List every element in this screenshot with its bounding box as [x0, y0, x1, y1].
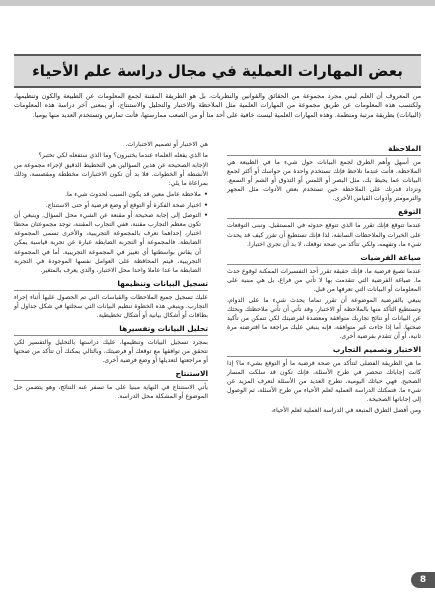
list-item: • ملاحظة عامل معين قد يكون السبب لحدوث شيء ما.: [14, 190, 208, 199]
list-item: • التوصل إلى إجابة صحيحة أو مقنعة عن الشيء محل السؤال. وينبغي أن تكون معظم التجارب مقننة، ففي التجارب المقننة، توجد مجموعتان محطا اختبار، إحداهما تعرف بالمجموعة التجريبية، والأخرى تسمى المجموعة الضابطة. فالمجموعة أو التجربة الضابطة عبارة عن تجربة قياسية يمكن أن يقاس بواسطتها أي تغيير في المجموعة التجريبية. أما في المجموعة التجريبية، فيتم المحافظة على العوامل نفسها الموجودة في التجربة الضابطة ما عدا عاملا واحدا محل الاختبار، والذي يعرف بالمتغير.: [14, 211, 208, 275]
intro-paragraph: من المعروف أن العلم ليس مجرد مجموعة من الحقائق والقوانين والنظريات، بل هو الطريقة المقننة لجمع المعلومات عن الطبيعة والكون وتنظيمها، ولكتسب هذه المعلومات عن طريق مجموعة من المهارات العلمية مثل الملاحظة والاختبار والتحليل والاستنتاج، أو بمعنى آخر دراسة هذه المعلومات (البيانات) بطريقة مرتبة ومنظمة. وهذه المهارات العلمية ليست خافية على أحد منا أو من الصعب ممارستها، فأنت تمارس وتستخدم العديد منها يوميا.: [14, 92, 421, 119]
paragraph: ما هي الطريقة الفضلى لتتأكد من صحة فرضية ما أو التوقع بشيء ما؟ إذا كانت إجاباتك تنحصر في طرح الأسئلة، فإنك تكون قد سلكت المسار الصحيح. فهي حياتك اليومية، تطرح العديد من الأسئلة لتعرف المزيد عن شيء ما. فتمكنك الدراسة العملية لعلم الأحياء من طرح الأسئلة، ثم الوصول إلى إجاباتها الصحيحة.: [227, 360, 421, 404]
section-heading: صياغة الفرضيات: [227, 253, 421, 265]
top-band: [0, 0, 435, 6]
section-heading: الاستنتاج: [14, 369, 208, 381]
paragraph: يأتي الاستنتاج في النهاية مبنيا على ما تسفر عنه النتائج، وهو يتضمن حل الموضوع أو المشكلة محل الدراسة.: [14, 384, 208, 401]
paragraph: عليك تسجيل جميع الملاحظات والقياسات التي تم الحصول عليها أثناء إجراء التجارب. وينبغي هذه الخطوة تنظيم البيانات التي سجلتها في شكل جداول أو بطاقات أو أشكال بيانية أو أشكال تخطيطية.: [14, 293, 208, 319]
section-heading: الملاحظة: [227, 144, 421, 156]
section-heading: التوقع: [227, 207, 421, 219]
section-heading: تحليل البيانات وتفسيرها: [14, 324, 208, 336]
page-number: 8: [411, 572, 435, 588]
bullet-list: [14, 190, 208, 275]
left-column: [14, 140, 208, 403]
list-item: • اختيار صحة الفكرة أو التوقع أو وضع فرضية أو حتى الاستنتاج.: [14, 201, 208, 210]
paragraph: بمجرد تسجيل البيانات وتنظيمها، عليك دراستها بالتحليل والتفسير لكي تتحقق من توافقها مع توقعك أو فرضيتك، وبالتالي يمكنك أن تتأكد من صحتها أو مراجعتها لتعديلها أو وضع فرضية أخرى.: [14, 339, 208, 365]
paragraph: ينبغي بالفرضية الموضوعة أن تقرر تماما يحدث شيء ما على الدوام، وتستطيع التأكد منها بالملاحظة أو الاختبار. وقد تأتي أن تأتي ملاحظتك وبحثك عن البيانات أو نتائج تجاربك متوافقة ومعضدة لفرضيتك لكي تتمكن من تأكيد صحتها. أما إذا جاءت غير متوافقة، فإنه ينبغي عليك مراجعة ما افترضته مرة ثانية، أو أن تتقدم بفرضية أخرى.: [227, 296, 421, 340]
paragraph: الإجابة الصحيحة عن هذين السؤالين هي التخطيط الدقيق لإجراء مجموعة من الأنشطة أو الخطوات. فلا بد أن تكون الاختبارات مخططة ومقصسة، وذلك بمراعاة ما يلي:: [14, 162, 208, 188]
section-heading: تسجيل البيانات وتنظيمها: [14, 279, 208, 291]
paragraph: ما الذي يفعله العلماء عندما يختبرون؟ وما الذي ستفعله لكي تختبر؟: [38, 151, 208, 159]
paragraph: ومن أفضل الطرق المتبعة في الدراسة العملية لعلم الأحياء،: [271, 406, 421, 414]
section-heading: الاختبار وتصميم التجارب: [227, 345, 421, 357]
paragraph: من أسهل وأهم الطرق لجمع البيانات حول شيء ما في الطبيعة هي الملاحظة. فأنت عندما تلاحظ فإنك تستخدم واحدة من حواسك أو أكثر لجمع البيانات عما يحيط بك، مثل البصر أو اللمس أو التذوق أو الشم أو السمع. وتزداد قدرتك على الملاحظة حين تستخدم بعض الأدوات مثل المجهر والترمومتر وأدوات القياس الأخرى.: [227, 159, 421, 203]
right-column: [227, 140, 421, 417]
paragraph: عندما تصيغ فرضية ما، فإنك حقيقة تقرر أحد التفسيرات الممكنة لوقوع حدث ما. صياغة الفرضية التي تتقدمت بها لا تأتي من فراغ، بل هي مبنية على المعلومات أو البيانات التي تعرفها من قبل.: [227, 267, 421, 293]
paragraph: هي الاختبار أو تصميم الاختبارات.: [125, 141, 208, 148]
paragraph: عندما تتوقع فإنك تقرر ما الذي تتوقع حدوثه في المستقبل. وتبنى التوقعات على الخبرات والملاحظات السابقة، لذا فإنك تستطيع أن تقرر كيف قد يحدث شيء ما، وتفهمه، ولكي تتأكد من صحة توقعك، لا بد أن تجري اختبارا.: [227, 222, 421, 248]
page-title: بعض المهارات العملية في مجال دراسة علم الأحياء: [14, 54, 421, 88]
